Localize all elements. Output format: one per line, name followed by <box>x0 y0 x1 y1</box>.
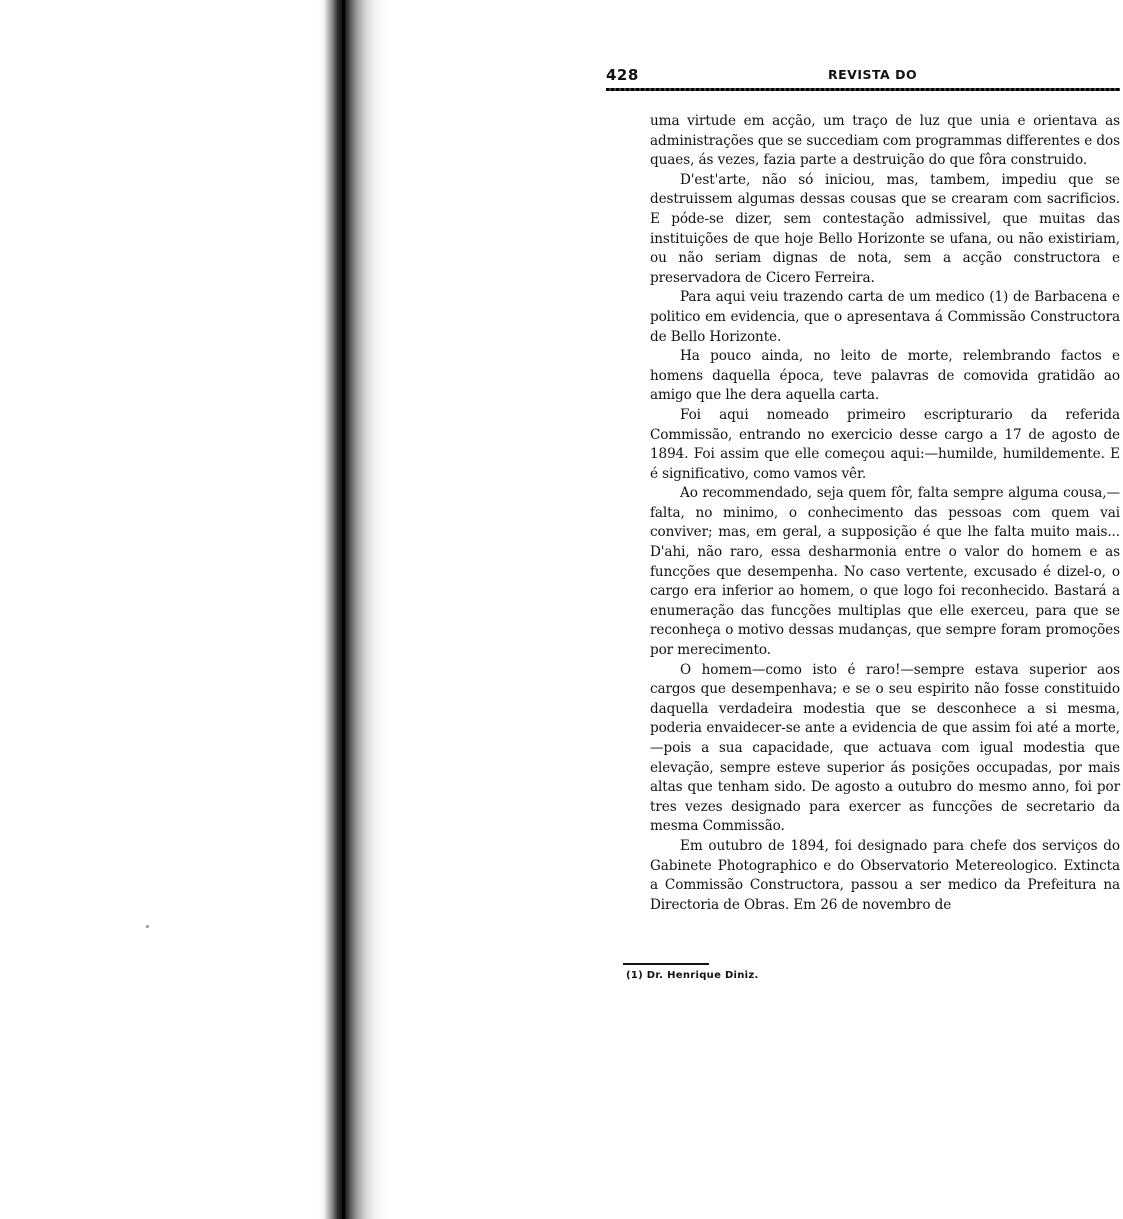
paragraph: D'est'arte, não só iniciou, mas, tambem, impediu que se destruissem algumas dessas cousas que se crearam com sacrificios. E póde-se dizer, sem contestação admissivel, que muitas das instituições de que hoje Bello Horizonte se ufana, ou não existiriam, ou não seriam dignas de nota, sem a acção constructora e preservadora de Cicero Ferreira. <box>650 171 1120 286</box>
footnote: (1) Dr. Henrique Diniz. <box>626 970 759 981</box>
book-gutter-shadow <box>318 0 388 1219</box>
spine-streak <box>342 0 345 1219</box>
footnote-rule <box>623 963 709 965</box>
paragraph: Ha pouco ainda, no leito de morte, relembrando factos e homens daquella época, teve palavras de comovida gratidão ao amigo que lhe dera aquella carta. <box>650 348 1120 404</box>
running-head: REVISTA DO <box>828 67 918 82</box>
scan-speck <box>146 925 149 928</box>
paragraph: Para aqui veiu trazendo carta de um medico (1) de Barbacena e politico em evidencia, que o apresentava á Commissão Constructora de Bello Horizonte. <box>650 289 1120 345</box>
paragraph: Ao recommendado, seja quem fôr, falta sempre alguma cousa,—falta, no minimo, o conhecimento das pessoas com quem vai conviver; mas, em geral, a supposição é que lhe falta muito mais... D'ahi, não raro, essa desharmonia entre o valor do homem e as funcções que desempenha. No caso vertente, excusado é dizel-o, o cargo era inferior ao homem, o que logo foi reconhecido. Bastará a enumeração das funcções multiplas que elle exerceu, para que se reconheça o motivo dessas mudanças, que sempre foram promoções por merecimento. <box>650 485 1120 659</box>
paragraph: uma virtude em acção, um traço de luz que unia e orientava as administrações que se succediam com programmas differentes e dos quaes, ás vezes, fazia parte a destruição do que fôra construido. <box>650 113 1120 169</box>
page-number: 428 <box>606 66 639 84</box>
header-rule <box>606 88 1120 91</box>
page-header <box>606 66 1120 88</box>
paragraph: Foi aqui nomeado primeiro escripturario da referida Commissão, entrando no exercicio desse cargo a 17 de agosto de 1894. Foi assim que elle começou aqui:—humilde, humildemente. E é significativo, como vamos vêr. <box>650 406 1120 482</box>
body-text <box>650 112 1120 915</box>
paragraph: Em outubro de 1894, foi designado para chefe dos serviços do Gabinete Photographico e do Observatorio Metereologico. Extincta a Commissão Constructora, passou a ser medico da Prefeitura na Directoria de Obras. Em 26 de novembro de <box>650 837 1120 913</box>
paragraph: O homem—como isto é raro!—sempre estava superior aos cargos que desempenhava; e se o seu espirito não fosse constituido daquella verdadeira modestia que se desconhece a si mesma, poderia envaidecer-se ante a evidencia de que assim foi até a morte,—pois a sua capacidade, que actuava com igual modestia que elevação, sempre esteve superior ás posições occupadas, por mais altas que tenham sido. De agosto a outubro do mesmo anno, foi por tres vezes designado para exercer as funcções de secretario da mesma Commissão. <box>650 661 1120 835</box>
